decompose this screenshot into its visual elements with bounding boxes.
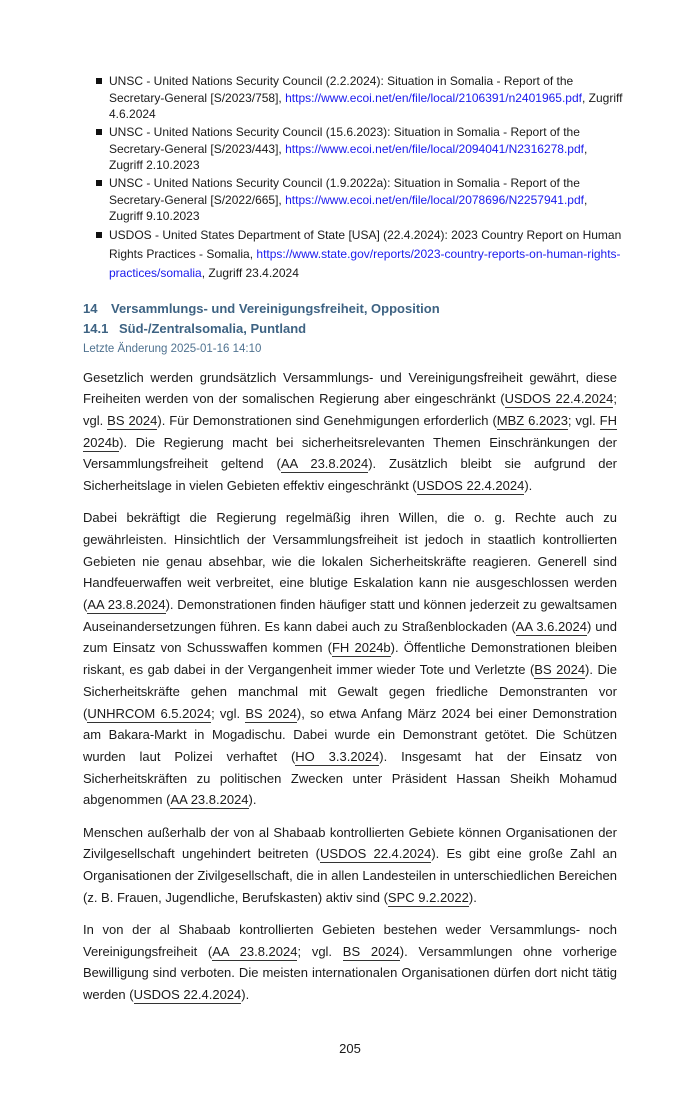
reference-link[interactable]: https://www.state.gov/reports/2023-country-reports-on-human-rights-practices/somalia [109, 247, 621, 280]
paragraph-text: ), so etwa Anfang März 2024 bei einer Demonstration am Bakara-Markt in Mogadischu. Dabei wurde ein Demonstrant getötet. Die Schützen wurden laut Polizei verhaftet ( [83, 705, 617, 764]
paragraph [83, 367, 617, 497]
citation-link[interactable]: USDOS 22.4.2024 [133, 986, 242, 1002]
paragraph [83, 919, 617, 1006]
paragraph-text: ). Insgesamt hat der Einsatz von Sicherheitskräften zu politischen Zwecken unter Präsident Hassan Sheikh Mohamud abgenommen ( [83, 748, 617, 808]
reference-list [96, 73, 624, 285]
paragraph-text: ; vgl. [297, 943, 343, 959]
citation-link[interactable]: USDOS 22.4.2024 [416, 478, 525, 494]
subsection-heading: 14.1 Süd-/Zentralsomalia, Puntland [83, 320, 307, 336]
citation-link[interactable]: SPC 9.2.2022 [387, 889, 469, 905]
paragraph [83, 507, 617, 811]
citation-link[interactable]: BS 2024 [107, 412, 158, 428]
citation-link[interactable]: FH 2024b [83, 412, 617, 450]
paragraph-text: ). [241, 986, 250, 1002]
citation-link[interactable]: HO 3.3.2024 [295, 748, 380, 764]
paragraph-text: ; vgl. [211, 705, 246, 721]
citation-link[interactable]: AA 23.8.2024 [87, 597, 166, 613]
paragraph-text: ). Die Sicherheitskräfte gehen manchmal mit Gewalt gegen friedliche Demonstranten vor ( [83, 662, 617, 721]
reference-item: UNSC - United Nations Security Council (1.9.2022a): Situation in Somalia - Report of the Secretary-General [S/2022/665], https://www.ecoi.net/en/file/local/2078696/N2257941.pdf, Zugriff 9.10.2023 [96, 175, 624, 225]
paragraph-text: ). [248, 792, 257, 808]
citation-link[interactable]: FH 2024b [331, 640, 391, 656]
paragraph-text: ; vgl. [83, 391, 617, 428]
reference-item: UNSC - United Nations Security Council (2.2.2024): Situation in Somalia - Report of the Secretary-General [S/2023/758], https://www.ecoi.net/en/file/local/2106391/n2401965.pdf, Zugriff 4.6.2024 [96, 73, 624, 123]
paragraph-text: Gesetzlich werden grundsätzlich Versammlungs- und Vereinigungsfreiheit gewährt, diese Freiheiten werden von der somalischen Regierung aber eingeschränkt ( [83, 369, 617, 407]
reference-link[interactable]: https://www.ecoi.net/en/file/local/2094041/N2316278.pdf [285, 141, 584, 156]
citation-link[interactable]: AA 23.8.2024 [170, 792, 249, 808]
paragraph-text: ). Öffentliche Demonstrationen bleiben riskant, es gab dabei in der Vergangenheit immer wieder Tote und Verletzte ( [83, 640, 617, 678]
citation-link[interactable]: USDOS 22.4.2024 [504, 391, 614, 407]
paragraph-text: ; vgl. [567, 412, 600, 428]
citation-link[interactable]: AA 3.6.2024 [515, 618, 587, 634]
paragraph-text: ). Für Demonstrationen sind Genehmigungen erforderlich ( [157, 412, 497, 428]
page-number: 205 [339, 1041, 361, 1057]
paragraph-text: ). Versammlungen ohne vorherige Bewilligung sind verboten. Die meisten internationalen Organisationen dürfen dort nicht tätig werden ( [83, 943, 617, 1002]
paragraph-text: Menschen außerhalb der von al Shabaab kontrollierten Gebiete können Organisationen der Zivilgesellschaft ungehindert beitreten ( [83, 824, 617, 862]
paragraph-text: ). Zusätzlich bleibt sie aufgrund der Sicherheitslage in vielen Gebieten effektiv eingeschränkt ( [83, 456, 618, 494]
citation-link[interactable]: USDOS 22.4.2024 [320, 846, 432, 862]
paragraph-text: ). [524, 478, 533, 494]
paragraph-text: ) und zum Einsatz von Schusswaffen kommen ( [83, 618, 617, 656]
paragraph-text: Dabei bekräftigt die Regierung regelmäßig ihren Willen, die o. g. Rechte auch zu gewährleisten. Hinsichtlich der Versammlungsfreiheit ist jedoch in staatlich kontrollierten Gebieten nie genau absehbar, wie die lokalen Sicherheitskräfte reagieren. Generell sind Handfeuerwaffen weit verbreitet, eine blutige Eskalation kann nie ausgeschlossen werden ( [83, 510, 617, 613]
paragraph-text: ). Demonstrationen finden häufiger statt und können jederzeit zu gewaltsamen Auseinandersetzungen führen. Es kann dabei auch zu Straßenblockaden ( [83, 597, 617, 634]
reference-item: UNSC - United Nations Security Council (15.6.2023): Situation in Somalia - Report of the Secretary-General [S/2023/443], https://www.ecoi.net/en/file/local/2094041/N2316278.pdf, Zugriff 2.10.2023 [96, 124, 624, 174]
citation-link[interactable]: BS 2024 [534, 662, 586, 678]
paragraph-text: ). Die Regierung macht bei sicherheitsrelevanten Themen Einschränkungen der Versammlungsfreiheit geltend ( [83, 434, 617, 472]
paragraph-text: In von der al Shabaab kontrollierten Gebieten bestehen weder Versammlungs- noch Vereinigungsfreiheit ( [83, 921, 617, 959]
body-text [83, 367, 617, 1017]
paragraph-text: ). Es gibt eine große Zahl an Organisationen der Zivilgesellschaft, die in allen Landesteilen in unterschiedlichen Bereichen (z. B. Frauen, Jugendliche, Berufskasten) aktiv sind ( [83, 846, 617, 905]
citation-link[interactable]: BS 2024 [342, 943, 400, 959]
citation-link[interactable]: BS 2024 [245, 705, 297, 721]
citation-link[interactable]: UNHRCOM 6.5.2024 [87, 705, 212, 721]
paragraph [83, 822, 617, 909]
citation-link[interactable]: MBZ 6.2023 [496, 412, 568, 428]
last-changed: Letzte Änderung 2025-01-16 14:10 [83, 342, 262, 355]
section-heading: 14 Versammlungs- und Vereinigungsfreiheit, Opposition [83, 300, 440, 316]
reference-link[interactable]: https://www.ecoi.net/en/file/local/2078696/N2257941.pdf [285, 192, 584, 207]
citation-link[interactable]: AA 23.8.2024 [280, 456, 369, 472]
reference-link[interactable]: https://www.ecoi.net/en/file/local/2106391/n2401965.pdf [285, 90, 582, 105]
paragraph-text: ). [468, 889, 477, 905]
reference-item: USDOS - United States Department of State [USA] (22.4.2024): 2023 Country Report on Human Rights Practices - Somalia, https://www.state.gov/reports/2023-country-reports-on-human-rights-practices/somalia, Zugriff 23.4.2024 [96, 226, 624, 283]
citation-link[interactable]: AA 23.8.2024 [212, 943, 298, 959]
